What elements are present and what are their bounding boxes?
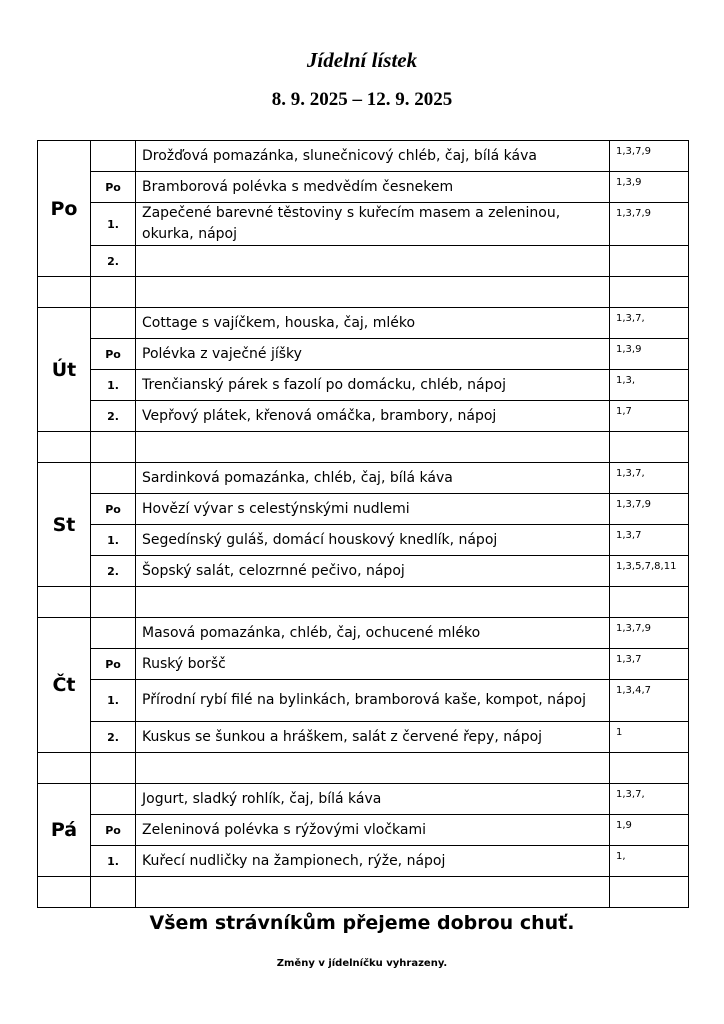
meal-type: Po [91,649,136,680]
meal-type [91,618,136,649]
allergens: 1,9 [610,815,689,846]
table-row [38,846,689,877]
day-label: Po [38,141,91,277]
empty-cell [610,432,689,463]
empty-cell [610,753,689,784]
separator-row [38,753,689,784]
footer-greeting: Všem strávníkům přejeme dobrou chuť. [149,912,575,934]
empty-cell [610,587,689,618]
meal-type: Po [91,494,136,525]
dish-description: Kuřecí nudličky na žampionech, rýže, nápoj [136,846,610,877]
day-label: Pá [38,784,91,877]
table-row [38,339,689,370]
allergens: 1,3, [610,370,689,401]
table-row [38,722,689,753]
dish-description: Zapečené barevné těstoviny s kuřecím masem a zeleninou, okurka, nápoj [136,203,610,246]
empty-cell [136,753,610,784]
meal-type: 1. [91,846,136,877]
footer-note: Změny v jídelníčku vyhrazeny. [276,958,448,969]
allergens: 1, [610,846,689,877]
table-row [38,784,689,815]
dish-description: Bramborová polévka s medvědím česnekem [136,172,610,203]
allergens: 1,3,7 [610,649,689,680]
empty-cell [91,587,136,618]
menu-date-range: 8. 9. 2025 – 12. 9. 2025 [271,89,453,110]
separator-row [38,432,689,463]
empty-cell [91,753,136,784]
dish-description: Přírodní rybí filé na bylinkách, bramborová kaše, kompot, nápoj [136,680,610,722]
empty-cell [610,877,689,908]
table-row [38,556,689,587]
table-row [38,370,689,401]
meal-type [91,141,136,172]
dish-description [136,246,610,277]
menu-title: Jídelní lístek [306,48,418,72]
dish-description: Masová pomazánka, chléb, čaj, ochucené mléko [136,618,610,649]
empty-cell [91,432,136,463]
day-label: St [38,463,91,587]
meal-type [91,463,136,494]
meal-type: 1. [91,370,136,401]
allergens: 1,3,7, [610,463,689,494]
allergens: 1,3,5,7,8,11 [610,556,689,587]
dish-description: Zeleninová polévka s rýžovými vločkami [136,815,610,846]
meal-type: Po [91,172,136,203]
table-row [38,308,689,339]
table-row [38,203,689,246]
meal-type: 2. [91,246,136,277]
dish-description: Cottage s vajíčkem, houska, čaj, mléko [136,308,610,339]
dish-description: Sardinková pomazánka, chléb, čaj, bílá káva [136,463,610,494]
table-row [38,246,689,277]
allergens: 1,3,7,9 [610,618,689,649]
empty-cell [91,877,136,908]
table-row [38,141,689,172]
table-row [38,463,689,494]
dish-description: Drožďová pomazánka, slunečnicový chléb, čaj, bílá káva [136,141,610,172]
allergens: 1,3,7,9 [610,141,689,172]
empty-cell [136,877,610,908]
allergens: 1,3,9 [610,172,689,203]
empty-cell [136,432,610,463]
meal-type: Po [91,339,136,370]
empty-cell [136,277,610,308]
meal-type: 1. [91,680,136,722]
table-row [38,815,689,846]
dish-description: Vepřový plátek, křenová omáčka, brambory, nápoj [136,401,610,432]
dish-description: Ruský boršč [136,649,610,680]
allergens: 1,3,7 [610,525,689,556]
empty-cell [38,877,91,908]
day-label: Út [38,308,91,432]
table-row [38,525,689,556]
dish-description: Šopský salát, celozrnné pečivo, nápoj [136,556,610,587]
dish-description: Kuskus se šunkou a hráškem, salát z červené řepy, nápoj [136,722,610,753]
meal-type: 1. [91,525,136,556]
allergens: 1,7 [610,401,689,432]
meal-type: 2. [91,401,136,432]
dish-description: Hovězí vývar s celestýnskými nudlemi [136,494,610,525]
dish-description: Segedínský guláš, domácí houskový knedlík, nápoj [136,525,610,556]
meal-type [91,784,136,815]
meal-type: 2. [91,722,136,753]
empty-cell [38,277,91,308]
separator-row [38,587,689,618]
allergens: 1,3,7, [610,308,689,339]
allergens: 1,3,9 [610,339,689,370]
table-row [38,494,689,525]
meal-type [91,308,136,339]
separator-row [38,877,689,908]
day-label: Čt [38,618,91,753]
empty-cell [610,277,689,308]
allergens: 1,3,4,7 [610,680,689,722]
dish-description: Polévka z vaječné jíšky [136,339,610,370]
table-row [38,649,689,680]
dish-description: Jogurt, sladký rohlík, čaj, bílá káva [136,784,610,815]
table-row [38,680,689,722]
empty-cell [38,432,91,463]
table-row [38,172,689,203]
empty-cell [38,753,91,784]
allergens: 1 [610,722,689,753]
allergens: 1,3,7,9 [610,494,689,525]
meal-type: 1. [91,203,136,246]
allergens: 1,3,7, [610,784,689,815]
menu-table [37,140,689,908]
table-row [38,618,689,649]
table-row [38,401,689,432]
dish-description: Trenčianský párek s fazolí po domácku, chléb, nápoj [136,370,610,401]
meal-type: Po [91,815,136,846]
separator-row [38,277,689,308]
meal-type: 2. [91,556,136,587]
empty-cell [91,277,136,308]
empty-cell [38,587,91,618]
empty-cell [136,587,610,618]
allergens: 1,3,7,9 [610,203,689,246]
allergens [610,246,689,277]
